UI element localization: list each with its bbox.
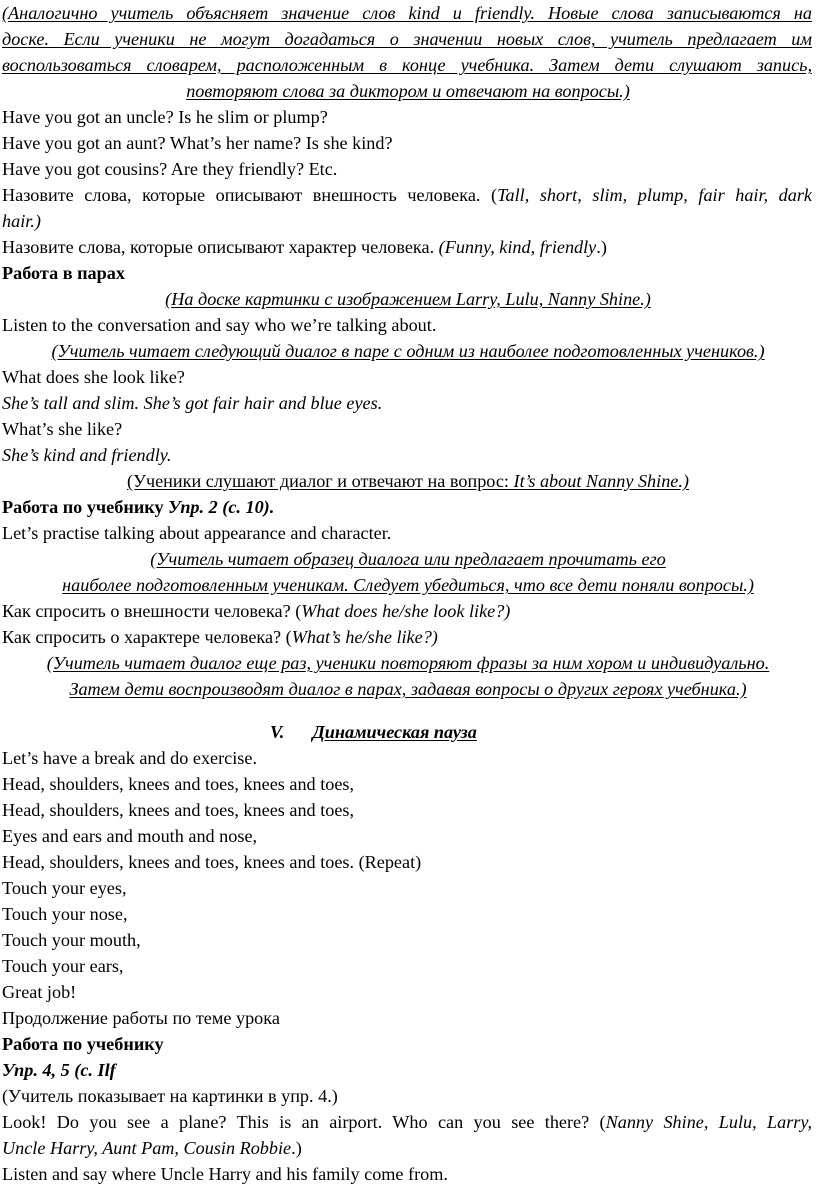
song-line-10: Great job! <box>2 982 77 1002</box>
song-line-9: Touch your ears, <box>2 956 124 976</box>
question-aunt: Have you got an aunt? What’s her name? Is she kind? <box>2 133 393 153</box>
appearance-words-cont: hair.) <box>2 211 41 231</box>
look-line <box>2 1109 812 1135</box>
ask-character-question: What’s he/she like?) <box>291 627 438 647</box>
intro-line-3: воспользоваться словарем, расположенным в конце учебника. Затем дети слушают запись, <box>2 55 812 75</box>
dialog-note: (Учитель читает следующий диалог в паре с одним из наиболее подготовленных учеников.) <box>51 341 765 361</box>
practise-line: Let’s practise talking about appearance and character. <box>2 523 392 543</box>
song-line-8: Touch your mouth, <box>2 930 141 950</box>
answer-italic: It’s about Nanny Shine.) <box>513 471 689 491</box>
appearance-line <box>2 182 812 208</box>
song-line-4: Eyes and ears and mouth and nose, <box>2 826 258 846</box>
dialog-line-2: She’s tall and slim. She’s got fair hair and blue eyes. <box>2 393 383 413</box>
appearance-words: Tall, short, slim, plump, fair hair, dark <box>497 185 813 205</box>
song-line-6: Touch your eyes, <box>2 878 127 898</box>
section-number: V. <box>270 722 285 742</box>
repeat-note-2: Затем дети воспроизводят диалог в парах, задавая вопросы о других героях учебника.) <box>69 679 747 699</box>
textbook-label: Работа по учебнику <box>2 497 169 517</box>
character-text: Назовите слова, которые описывают характер человека. <box>2 237 435 257</box>
look-line-2 <box>2 1135 812 1161</box>
ask-appearance-question: What does he/she look like?) <box>301 601 511 621</box>
song-line-7: Touch your nose, <box>2 904 128 924</box>
ask-appearance <box>2 598 812 624</box>
section-title: Динамическая пауза <box>312 722 477 742</box>
answer-text: (Ученики слушают диалог и отвечают на вопрос: <box>127 471 514 491</box>
ask-character <box>2 624 812 650</box>
look-tail: .) <box>291 1138 302 1158</box>
answer-note <box>0 468 816 494</box>
look-names-1: Nanny Shine, Lulu, Larry, <box>605 1112 812 1132</box>
intro-line-4: повторяют слова за диктором и отвечают на вопросы.) <box>186 81 630 101</box>
textbook-heading <box>2 494 812 520</box>
ask-appearance-text: Как спросить о внешности человека? ( <box>2 601 302 621</box>
textbook-heading-2: Работа по учебнику <box>2 1034 164 1054</box>
ask-character-text: Как спросить о характере человека? ( <box>2 627 292 647</box>
question-uncle: Have you got an uncle? Is he slim or plump? <box>2 107 328 127</box>
listen-family: Listen and say where Uncle Harry and his family come from. <box>2 1164 448 1184</box>
question-cousins: Have you got cousins? Are they friendly? Etc. <box>2 159 338 179</box>
character-tail: .) <box>596 237 607 257</box>
continue-line: Продолжение работы по теме урока <box>2 1008 280 1028</box>
intro-line-2: доске. Если ученики не могут догадаться о значении новых слов, учитель предлагает им <box>2 29 812 49</box>
look-text: Look! Do you see a plane? This is an airport. Who can you see there? ( <box>2 1112 606 1132</box>
sample-note-2: наиболее подготовленным ученикам. Следует убедиться, что все дети поняли вопросы.) <box>62 575 754 595</box>
dialog-line-4: She’s kind and friendly. <box>2 445 172 465</box>
intro-line-1: (Аналогично учитель объясняет значение слов kind и friendly. Новые слова записываются на <box>2 3 812 23</box>
appearance-text: Назовите слова, которые описывают внешность человека. ( <box>2 185 498 205</box>
character-words: (Funny, kind, friendly <box>438 237 597 257</box>
character-line <box>2 234 812 260</box>
dialog-line-1: What does she look like? <box>2 367 185 387</box>
repeat-note-1: (Учитель читает диалог еще раз, ученики повторяют фразы за ним хором и индивидуально. <box>46 653 770 673</box>
section-heading <box>270 719 477 745</box>
song-line-1: Let’s have a break and do exercise. <box>2 748 258 768</box>
sample-note-1: (Учитель читает образец диалога или предлагает прочитать его <box>150 549 666 569</box>
listen-instruction: Listen to the conversation and say who we’re talking about. <box>2 315 437 335</box>
teacher-shows: (Учитель показывает на картинки в упр. 4.) <box>2 1086 338 1106</box>
textbook-exercise: Упр. 2 (с. 10). <box>168 497 275 517</box>
dialog-line-3: What’s she like? <box>2 419 123 439</box>
pairs-note: (На доске картинки с изображением Larry, Lulu, Nanny Shine.) <box>165 289 651 309</box>
song-line-3: Head, shoulders, knees and toes, knees and toes, <box>2 800 355 820</box>
exercise-4-5: Упр. 4, 5 (с. Ilf <box>2 1060 116 1080</box>
look-names-2: Uncle Harry, Aunt Pam, Cousin Robbie <box>2 1138 292 1158</box>
pairs-heading: Работа в парах <box>2 263 125 283</box>
song-line-2: Head, shoulders, knees and toes, knees and toes, <box>2 774 355 794</box>
song-line-5: Head, shoulders, knees and toes, knees and toes. (Repeat) <box>2 852 422 872</box>
